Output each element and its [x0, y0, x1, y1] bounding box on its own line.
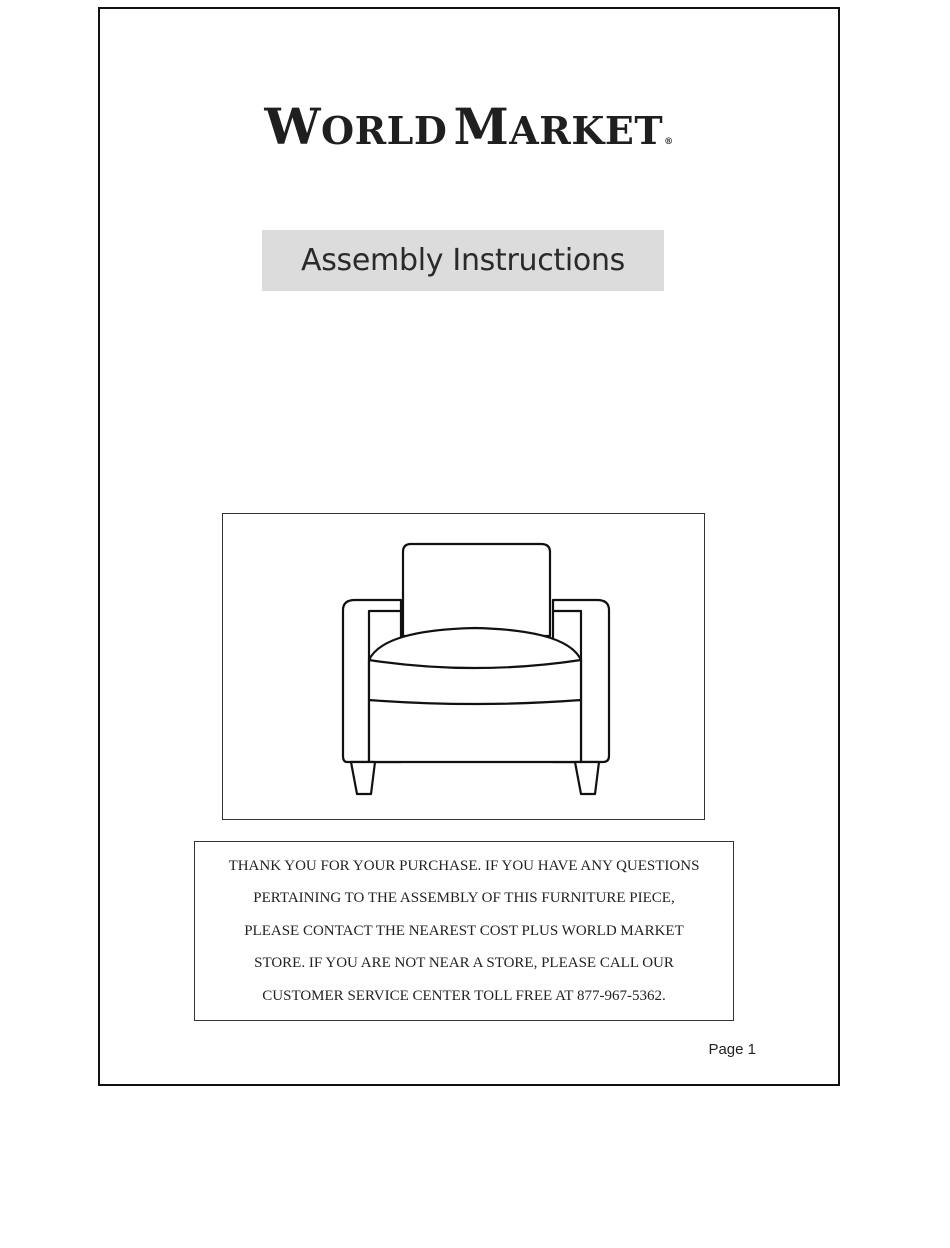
- armchair-illustration: [223, 514, 706, 821]
- logo-rest-orld: ORLD: [321, 108, 448, 153]
- page-number: Page 1: [708, 1041, 756, 1058]
- logo-initial-w: W: [264, 97, 321, 156]
- armchair-base: [369, 700, 581, 762]
- customer-notice: [194, 841, 734, 1021]
- logo-word-world: [264, 97, 448, 156]
- title-banner: [262, 230, 664, 291]
- armchair-seat-cushion: [369, 628, 581, 704]
- notice-line: THANK YOU FOR YOUR PURCHASE. IF YOU HAVE ANY QUESTIONS: [228, 857, 700, 874]
- logo-initial-m: M: [453, 97, 510, 156]
- logo-rest-arket: ARKET: [509, 108, 664, 153]
- notice-line: STORE. IF YOU ARE NOT NEAR A STORE, PLEASE CALL OUR: [254, 955, 674, 972]
- armchair-left-leg: [351, 762, 375, 794]
- document-title: Assembly Instructions: [300, 243, 626, 278]
- armchair-back-cushion: [403, 544, 550, 636]
- document-page: [98, 7, 840, 1086]
- notice-line: PERTAINING TO THE ASSEMBLY OF THIS FURNITURE PIECE,: [253, 890, 675, 907]
- notice-line: CUSTOMER SERVICE CENTER TOLL FREE AT 877-967-5362.: [262, 987, 666, 1004]
- world-market-logo: [100, 97, 838, 156]
- trademark-symbol: ®: [664, 137, 674, 147]
- logo-word-market: [453, 97, 664, 156]
- armchair-right-leg: [575, 762, 599, 794]
- notice-line: PLEASE CONTACT THE NEAREST COST PLUS WORLD MARKET: [244, 922, 684, 939]
- illustration-frame: [222, 513, 705, 820]
